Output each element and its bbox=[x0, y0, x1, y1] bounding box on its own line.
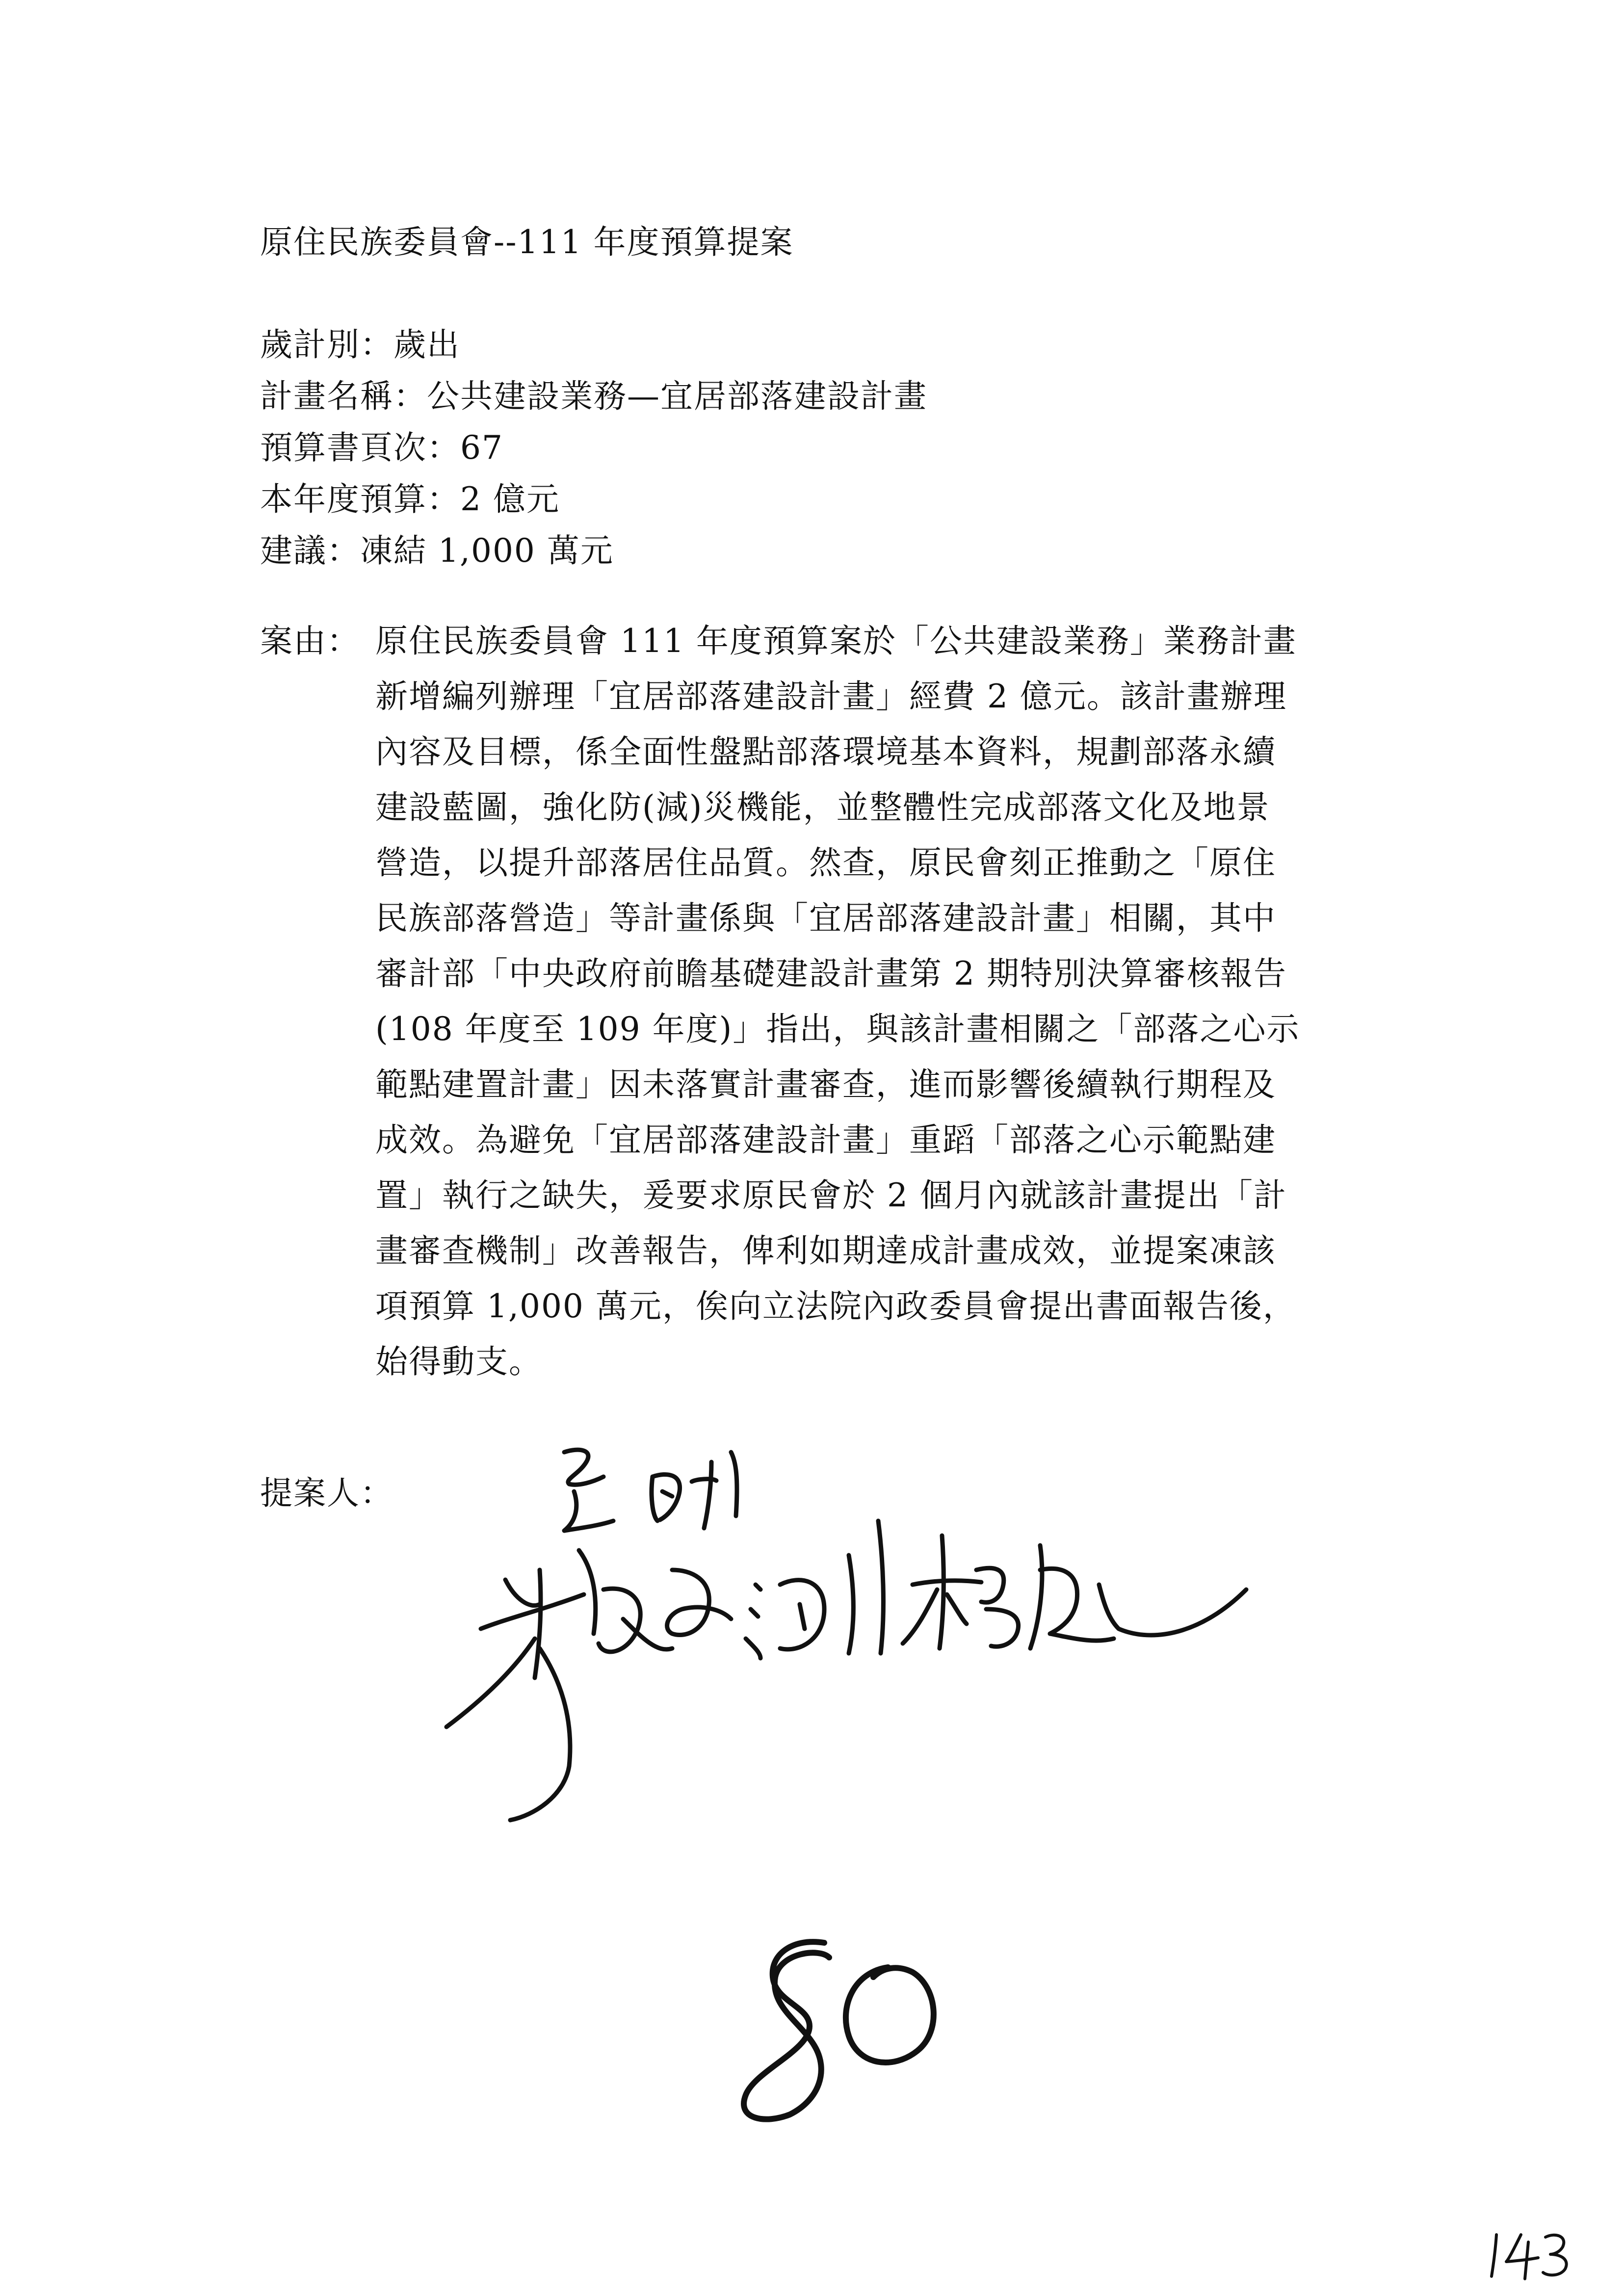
case-line: (108 年度至 109 年度)」指出，與該計畫相關之「部落之心示 bbox=[375, 1010, 1300, 1048]
case-line: 原住民族委員會 111 年度預算案於「公共建設業務」業務計畫 bbox=[375, 622, 1297, 660]
case-line: 新增編列辦理「宜居部落建設計畫」經費 2 億元。該計畫辦理 bbox=[375, 678, 1287, 715]
case-body bbox=[375, 613, 1435, 1389]
signature-right bbox=[903, 1536, 1246, 1648]
proposer-label: 提案人： bbox=[260, 1474, 393, 1512]
case-line: 審計部「中央政府前瞻基礎建設計畫第 2 期特別決算審核報告 bbox=[375, 955, 1287, 992]
case-label: 案由： bbox=[260, 622, 360, 660]
case-line: 民族部落營造」等計畫係與「宜居部落建設計畫」相關，其中 bbox=[375, 899, 1276, 937]
meta-plan-name: 計畫名稱：公共建設業務—宜居部落建設計畫 bbox=[260, 377, 927, 415]
case-line: 建設藍圖，強化防(減)災機能，並整體性完成部落文化及地景 bbox=[375, 788, 1270, 826]
case-line: 內容及目標，係全面性盤點部落環境基本資料，規劃部落永續 bbox=[375, 733, 1276, 771]
case-line: 成效。為避免「宜居部落建設計畫」重蹈「部落之心示範點建 bbox=[375, 1121, 1276, 1159]
meta-recommendation: 建議：凍結 1,000 萬元 bbox=[260, 532, 614, 570]
budget-meta bbox=[260, 319, 927, 576]
case-line: 畫審查機制」改善報告，俾利如期達成計畫成效，並提案凍該 bbox=[375, 1232, 1276, 1270]
case-line: 置」執行之缺失，爰要求原民會於 2 個月內就該計畫提出「計 bbox=[375, 1176, 1287, 1214]
handwritten-number-80 bbox=[726, 1923, 952, 2129]
signature-middle bbox=[446, 1521, 883, 1820]
signatures bbox=[417, 1423, 1300, 1825]
document-title: 原住民族委員會--111 年度預算提案 bbox=[260, 223, 794, 261]
signature-top bbox=[564, 1450, 737, 1531]
case-line: 項預算 1,000 萬元，俟向立法院內政委員會提出書面報告後， bbox=[375, 1287, 1296, 1325]
case-line: 營造，以提升部落居住品質。然查，原民會刻正推動之「原住 bbox=[375, 844, 1276, 882]
meta-budget-page: 預算書頁次：67 bbox=[260, 429, 503, 467]
case-line: 始得動支。 bbox=[375, 1343, 542, 1381]
page-mark bbox=[1487, 2227, 1575, 2281]
meta-fiscal-category: 歲計別：歲出 bbox=[260, 326, 460, 364]
meta-annual-budget: 本年度預算：2 億元 bbox=[260, 480, 560, 518]
case-line: 範點建置計畫」因未落實計畫審查，進而影響後續執行期程及 bbox=[375, 1066, 1276, 1103]
